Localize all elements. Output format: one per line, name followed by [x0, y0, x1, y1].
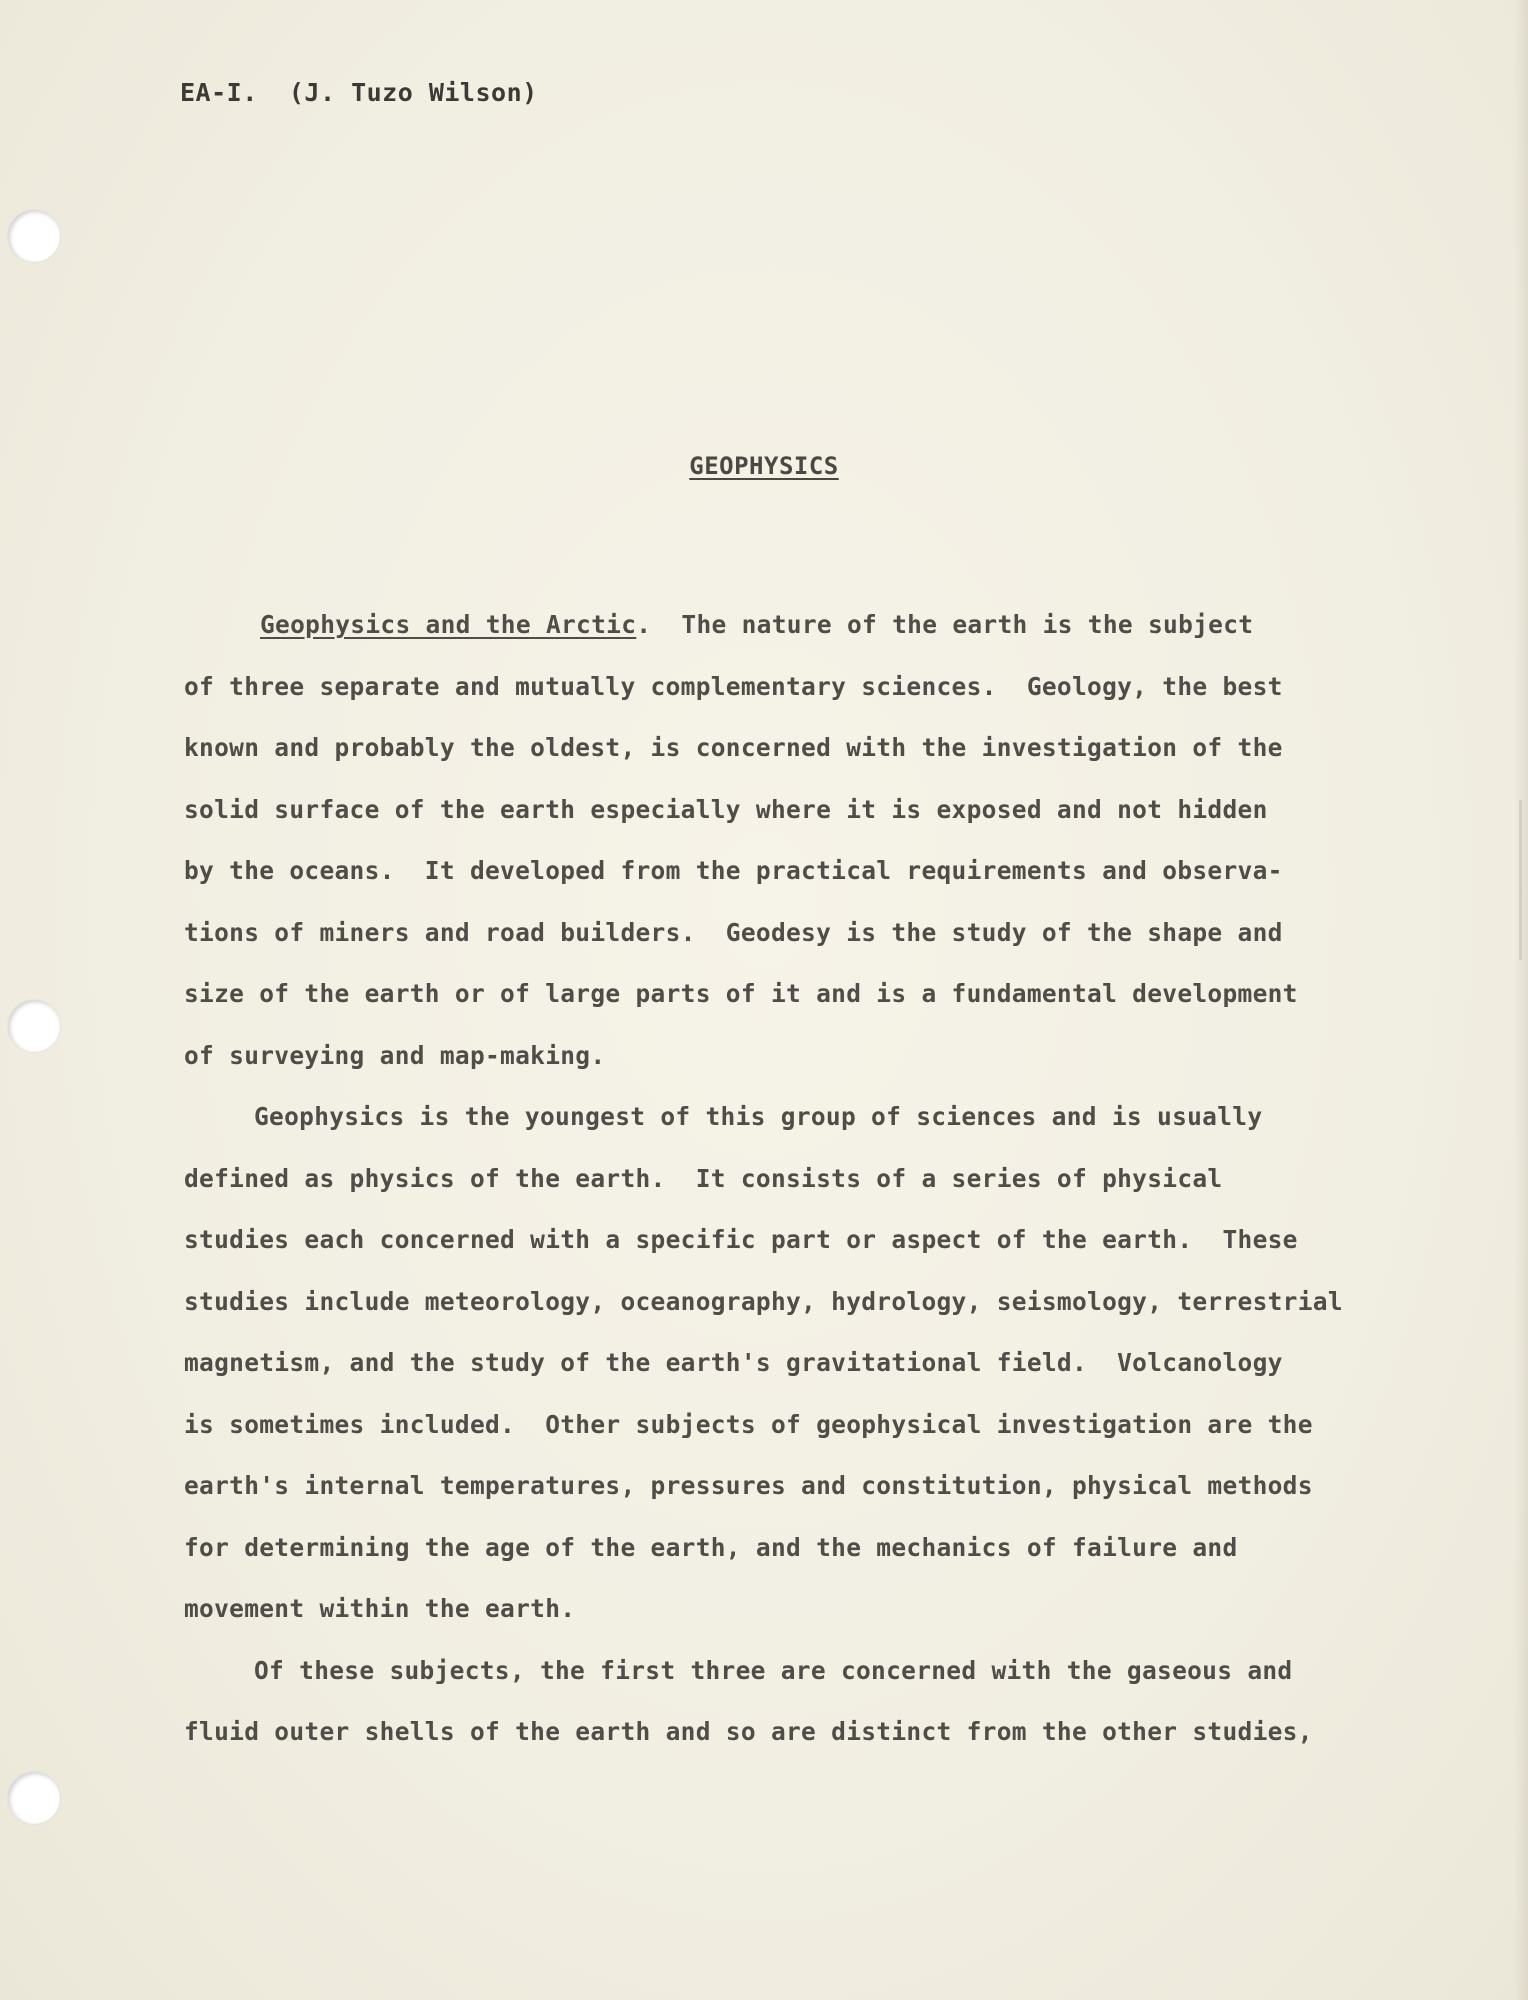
document-reference: EA-I. (J. Tuzo Wilson): [180, 78, 538, 107]
paragraph-line: movement within the earth.: [184, 1594, 576, 1623]
run-in-heading: Geophysics and the Arctic: [260, 610, 637, 639]
paragraph-line: studies include meteorology, oceanography, hydrology, seismology, terrestrial: [184, 1286, 1343, 1316]
paragraph-line: defined as physics of the earth. It consists of a series of physical: [184, 1163, 1223, 1193]
punch-hole-bottom: [8, 1772, 60, 1824]
paragraph-2: [184, 1086, 1364, 1640]
page-edge-shadow: [1514, 0, 1528, 2000]
document-body: [184, 594, 1364, 1763]
paragraph-line: tions of miners and road builders. Geodesy is the study of the shape and: [184, 917, 1283, 947]
document-title: GEOPHYSICS: [689, 452, 839, 480]
paragraph-line: Geophysics is the youngest of this group of sciences and is usually: [254, 1102, 1263, 1131]
paragraph-1: [184, 594, 1364, 1086]
paragraph-line: [184, 594, 1364, 656]
paragraph-line: earth's internal temperatures, pressures and constitution, physical methods: [184, 1471, 1313, 1500]
paragraph-line: solid surface of the earth especially where it is exposed and not hidden: [184, 794, 1268, 824]
paragraph-line: magnetism, and the study of the earth's gravitational field. Volcanology: [184, 1348, 1283, 1377]
line-text: . The nature of the earth is the subject: [636, 610, 1254, 639]
paragraph-line: for determining the age of the earth, and the mechanics of failure and: [184, 1532, 1238, 1562]
paragraph-line: is sometimes included. Other subjects of geophysical investigation are the: [184, 1409, 1313, 1439]
paragraph-3: [184, 1640, 1364, 1763]
paragraph-line: of three separate and mutually complementary sciences. Geology, the best: [184, 671, 1283, 701]
paragraph-line: of surveying and map-making.: [184, 1040, 606, 1070]
paragraph-line: Of these subjects, the first three are concerned with the gaseous and: [254, 1655, 1293, 1685]
paragraph-line: by the oceans. It developed from the practical requirements and observa-: [184, 856, 1283, 885]
paragraph-line: studies each concerned with a specific part or aspect of the earth. These: [184, 1225, 1298, 1254]
paragraph-line: size of the earth or of large parts of it and is a fundamental development: [184, 979, 1298, 1008]
page-crease: [1519, 800, 1522, 960]
paragraph-line: known and probably the oldest, is concerned with the investigation of the: [184, 733, 1283, 762]
paragraph-line: fluid outer shells of the earth and so are distinct from the other studies,: [184, 1717, 1313, 1746]
punch-hole-top: [8, 210, 60, 262]
punch-hole-middle: [8, 1000, 60, 1052]
